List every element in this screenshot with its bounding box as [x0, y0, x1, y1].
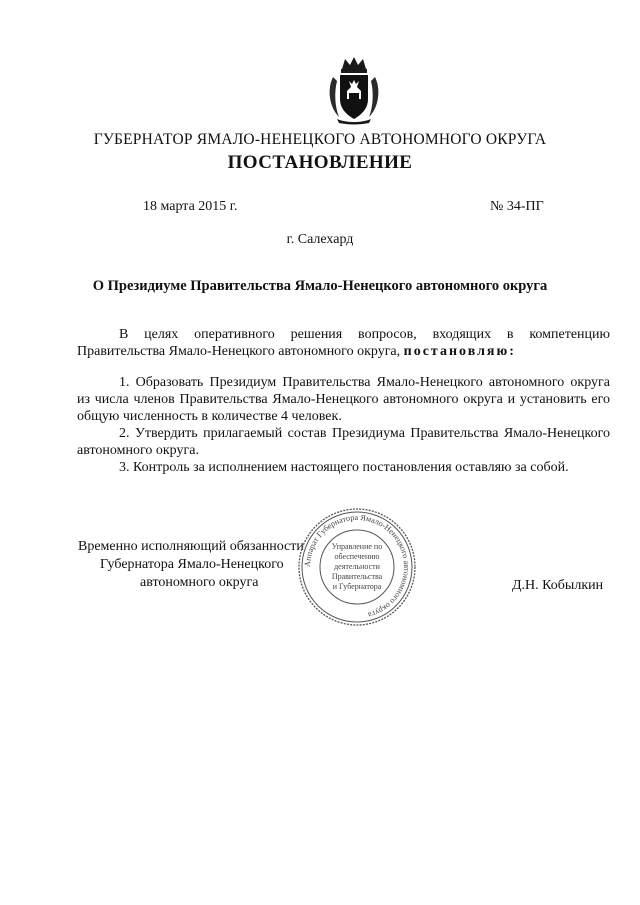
stamp-center-line: обеспечению [334, 552, 380, 561]
document-number: № 34-ПГ [490, 199, 544, 214]
issuing-authority: ГУБЕРНАТОР ЯМАЛО-НЕНЕЦКОГО АВТОНОМНОГО ОКРУГА [93, 131, 547, 148]
preamble-text: В целях оперативного решения вопросов, входящих в компетенцию Правительства Ямало-Ненецкого автономного округа, [77, 327, 610, 359]
signatory-position-line: Губернатора Ямало-Ненецкого [100, 557, 284, 572]
stamp-center-line: и Губернатора [332, 582, 382, 591]
document-type: ПОСТАНОВЛЕНИЕ [227, 152, 413, 173]
signatory-position-line: Временно исполняющий обязанности [78, 539, 304, 554]
official-stamp [296, 506, 418, 628]
document-city: г. Салехард [286, 232, 354, 247]
decree-item: 1. Образовать Президиум Правительства Ямало-Ненецкого автономного округа из числа членов Правительства Ямало-Ненецкого автономного округа и установить его общую численность в количестве 4 человек. [77, 375, 610, 424]
document-body [77, 326, 610, 476]
decree-word: постановляю: [403, 344, 516, 359]
signatory-name: Д.Н. Кобылкин [512, 578, 604, 593]
decree-item: 2. Утвердить прилагаемый состав Президиума Правительства Ямало-Ненецкого автономного округа. [77, 426, 610, 458]
coat-of-arms-icon [325, 55, 383, 125]
stamp-center-line: Правительства [331, 572, 383, 581]
stamp-ring-text: Аппарат Губернатора Ямало-Ненецкого автономного округа [302, 512, 412, 620]
document-title: О Президиуме Правительства Ямало-Ненецкого автономного округа [92, 278, 548, 294]
stamp-center-line: Управление по [331, 542, 383, 551]
signatory-position [78, 538, 318, 592]
document-date: 18 марта 2015 г. [143, 199, 238, 214]
decree-item: 3. Контроль за исполнением настоящего постановления оставляю за собой. [119, 460, 569, 475]
signatory-position-line: автономного округа [140, 575, 259, 590]
stamp-center-line: деятельности [334, 562, 380, 571]
preamble-paragraph [77, 326, 610, 360]
